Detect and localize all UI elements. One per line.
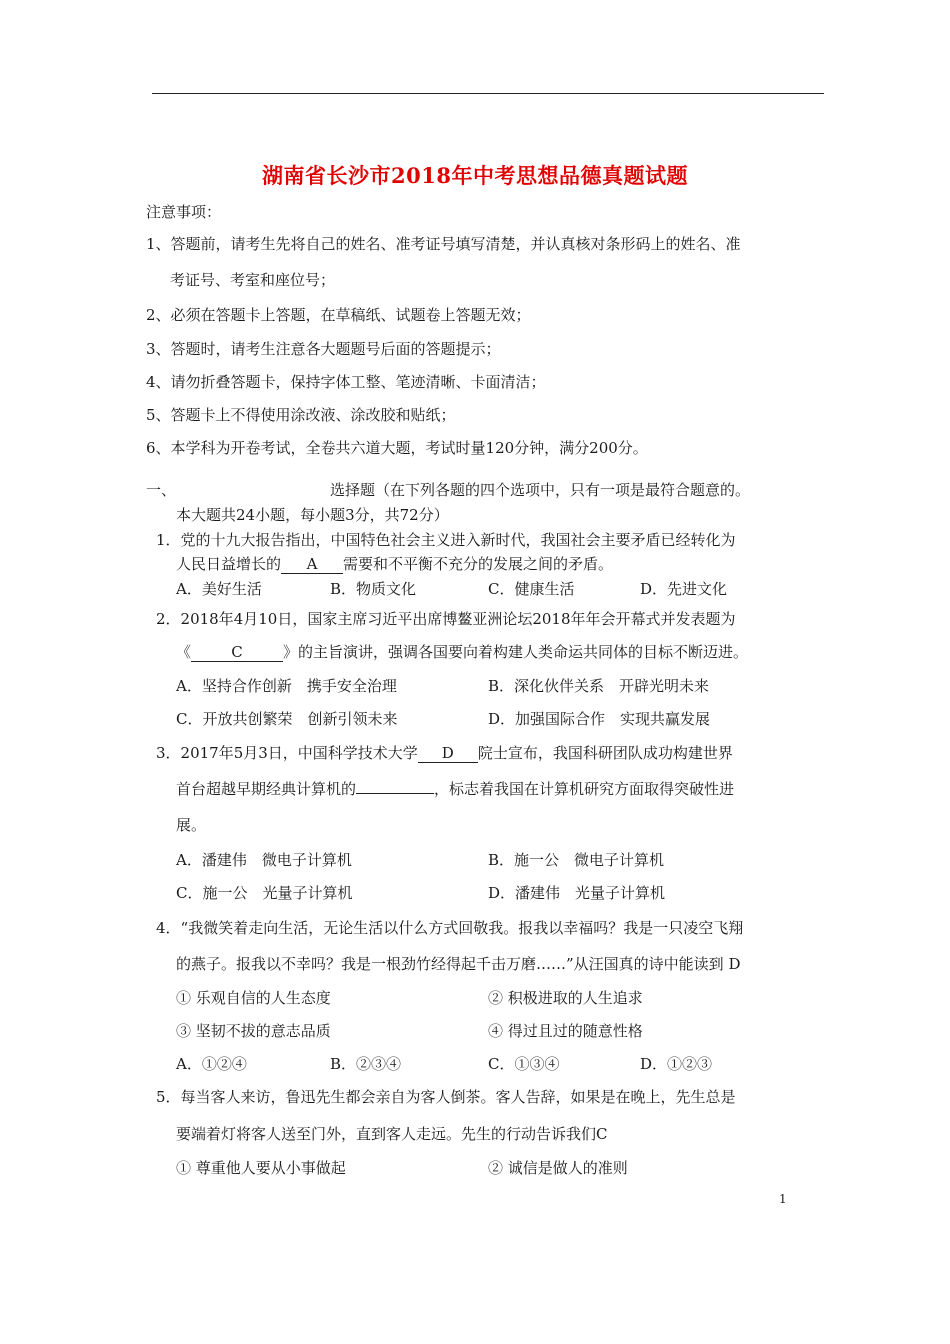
q1-option-a: A．美好生活 xyxy=(176,580,262,598)
q3-option-a: A．潘建伟 微电子计算机 xyxy=(176,851,352,869)
q3-text-d: ，标志着我国在计算机研究方面取得突破性进 xyxy=(434,780,735,798)
section-number: 一、 xyxy=(146,481,177,499)
header-rule xyxy=(152,93,824,94)
note-3: 3、答题时，请考生注意各大题题号后面的答题提示； xyxy=(146,340,501,358)
q1-option-b: B．物质文化 xyxy=(330,580,417,598)
q3-text-b: 院士宣布，我国科研团队成功构建世界 xyxy=(477,744,733,762)
q4-option-b: B．②③④ xyxy=(330,1055,402,1073)
notes-heading: 注意事项： xyxy=(146,203,222,221)
q1-line1: 1．党的十九大报告指出，中国特色社会主义进入新时代，我国社会主要矛盾已经转化为 xyxy=(156,531,736,549)
note-1-cont: 考证号、考室和座位号； xyxy=(170,271,336,289)
q4-option-c: C．①③④ xyxy=(488,1055,560,1073)
section-title: 选择题（在下列各题的四个选项中，只有一项是最符合题意的。 xyxy=(330,481,751,499)
q3-answer-blank: D xyxy=(418,744,478,763)
q5-statement-1: ① 尊重他人要从小事做起 xyxy=(176,1159,346,1177)
q4-statement-3: ③ 坚韧不拔的意志品质 xyxy=(176,1022,331,1040)
q4-statement-2: ② 积极进取的人生追求 xyxy=(488,989,643,1007)
note-1: 1、答题前，请考生先将自己的姓名、准考证号填写清楚，并认真核对条形码上的姓名、准 xyxy=(146,235,741,253)
q3-blank-2 xyxy=(356,793,434,794)
q3-option-d: D．潘建伟 光量子计算机 xyxy=(488,884,666,902)
q4-option-a: A．①②④ xyxy=(176,1055,247,1073)
note-6: 6、本学科为开卷考试，全卷共六道大题，考试时量120分钟，满分200分。 xyxy=(146,439,648,457)
q2-option-a: A．坚持合作创新 携手安全治理 xyxy=(176,677,397,695)
q3-line1 xyxy=(156,743,733,763)
q2-text-b: 》的主旨演讲，强调各国要向着构建人类命运共同体的目标不断迈进。 xyxy=(283,643,749,661)
q3-line2 xyxy=(176,779,734,799)
q3-line3: 展。 xyxy=(176,816,207,834)
q1-text-a: 人民日益增长的 xyxy=(176,555,282,573)
q1-text-b: 需要和不平衡不充分的发展之间的矛盾。 xyxy=(343,555,614,573)
q2-answer-blank: C xyxy=(191,643,283,662)
note-4: 4、请勿折叠答题卡，保持字体工整、笔迹清晰、卡面清洁； xyxy=(146,373,546,391)
note-5: 5、答题卡上不得使用涂改液、涂改胶和贴纸； xyxy=(146,406,456,424)
q3-option-c: C．施一公 光量子计算机 xyxy=(176,884,353,902)
note-2: 2、必须在答题卡上答题，在草稿纸、试题卷上答题无效； xyxy=(146,306,531,324)
q1-line2 xyxy=(176,554,613,574)
section-subtitle: 本大题共24小题，每小题3分，共72分） xyxy=(176,506,449,524)
page-number: 1 xyxy=(779,1192,787,1206)
q2-line2 xyxy=(176,642,748,662)
q2-text-a: 《 xyxy=(176,643,192,661)
q2-option-b: B．深化伙伴关系 开辟光明未来 xyxy=(488,677,710,695)
q1-option-d: D．先进文化 xyxy=(640,580,728,598)
q1-option-c: C．健康生活 xyxy=(488,580,575,598)
q1-answer-blank: A xyxy=(281,555,343,574)
q5-line2: 要端着灯将客人送至门外，直到客人走远。先生的行动告诉我们C xyxy=(176,1125,608,1143)
q4-line2: 的燕子。报我以不幸吗？我是一根劲竹经得起千击万磨……”从汪国真的诗中能读到 D xyxy=(176,955,741,973)
q4-line1: 4．“我微笑着走向生活，无论生活以什么方式回敬我。报我以幸福吗？我是一只凌空飞翔 xyxy=(156,919,744,937)
q4-statement-1: ① 乐观自信的人生态度 xyxy=(176,989,331,1007)
q5-statement-2: ② 诚信是做人的准则 xyxy=(488,1159,628,1177)
q3-text-c: 首台超越早期经典计算机的 xyxy=(176,780,357,798)
q3-text-a: 3．2017年5月3日，中国科学技术大学 xyxy=(156,744,418,762)
q2-option-c: C．开放共创繁荣 创新引领未来 xyxy=(176,710,398,728)
q4-option-d: D．①②③ xyxy=(640,1055,713,1073)
q5-line1: 5．每当客人来访，鲁迅先生都会亲自为客人倒茶。客人告辞，如果是在晚上，先生总是 xyxy=(156,1088,736,1106)
q3-option-b: B．施一公 微电子计算机 xyxy=(488,851,665,869)
page-title: 湖南省长沙市2018年中考思想品德真题试题 xyxy=(262,163,688,188)
q2-option-d: D．加强国际合作 实现共赢发展 xyxy=(488,710,711,728)
q4-statement-4: ④ 得过且过的随意性格 xyxy=(488,1022,643,1040)
q2-line1: 2．2018年4月10日，国家主席习近平出席博鳌亚洲论坛2018年年会开幕式并发表题为 xyxy=(156,610,736,628)
